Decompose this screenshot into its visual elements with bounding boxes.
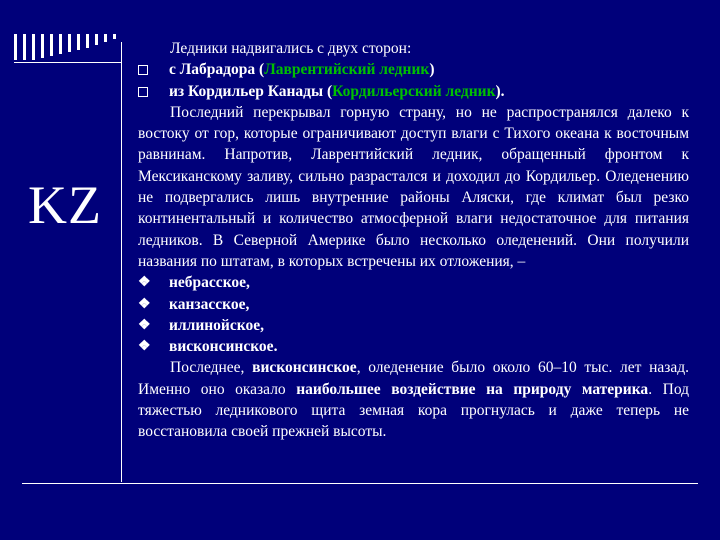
deco-bar [113, 34, 116, 39]
list-item: ❖ небрасское, [138, 272, 689, 293]
hollow-square-icon [138, 59, 148, 81]
vertical-divider [121, 42, 122, 482]
clover-diamond-icon: ❖ [138, 339, 151, 355]
paragraph: Последнее, висконсинское, оледенение было около 60–10 тыс. лет назад. Именно оно оказало наибольшее воздействие на природу материка. Под тяжестью ледникового щита земная кора прогнулась и даже теперь не восстановила своей прежней высоты. [138, 359, 690, 441]
slide-text [138, 38, 689, 443]
kz-logo: KZ [28, 175, 102, 235]
clover-diamond-icon: ❖ [138, 275, 151, 291]
decorative-bars [14, 34, 124, 60]
glacier-name: Лаврентийский ледник [264, 61, 430, 79]
deco-bar [14, 34, 17, 60]
deco-bar [104, 34, 107, 42]
hollow-square-icon [138, 81, 148, 103]
deco-bar [86, 34, 89, 48]
deco-bar [23, 34, 26, 60]
list-item: ❖ висконсинское. [138, 336, 689, 357]
glacier-name: Кордильерский ледник [332, 82, 496, 100]
deco-bar [32, 34, 35, 60]
deco-bar [68, 34, 71, 52]
intro-line: Ледники надвигались с двух сторон: [170, 40, 412, 57]
list-item: из Кордильер Канады (Кордильерский ледник). [138, 81, 689, 102]
deco-bar [50, 34, 53, 56]
clover-diamond-icon: ❖ [138, 317, 151, 333]
deco-bar [77, 34, 80, 50]
list-item: ❖ иллинойское, [138, 315, 689, 336]
top-divider [14, 62, 121, 63]
list-item: с Лабрадора (Лаврентийский ледник) [138, 59, 689, 80]
clover-diamond-icon: ❖ [138, 296, 151, 312]
bottom-divider [22, 483, 698, 484]
deco-bar [41, 34, 44, 58]
deco-bar [59, 34, 62, 54]
paragraph: Последний перекрывал горную страну, но не распространялся далеко к востоку от гор, которые ограничивают доступ влаги с Тихого океана к восточным равнинам. Напротив, Лаврентийский ледник, обращенный фронтом к Мексиканскому заливу, сильно разрастался и доходил до Кордильер. Оледенению не подвергались лишь внутренние районы Аляски, где климат был резко континентальный и количество атмосферной влаги недостаточное для питания ледников. В Северной Америке было несколько оледенений. Они получили названия по штатам, в которых встречены их отложения, – [138, 103, 689, 270]
list-item: ❖ канзасское, [138, 294, 689, 315]
deco-bar [95, 34, 98, 45]
